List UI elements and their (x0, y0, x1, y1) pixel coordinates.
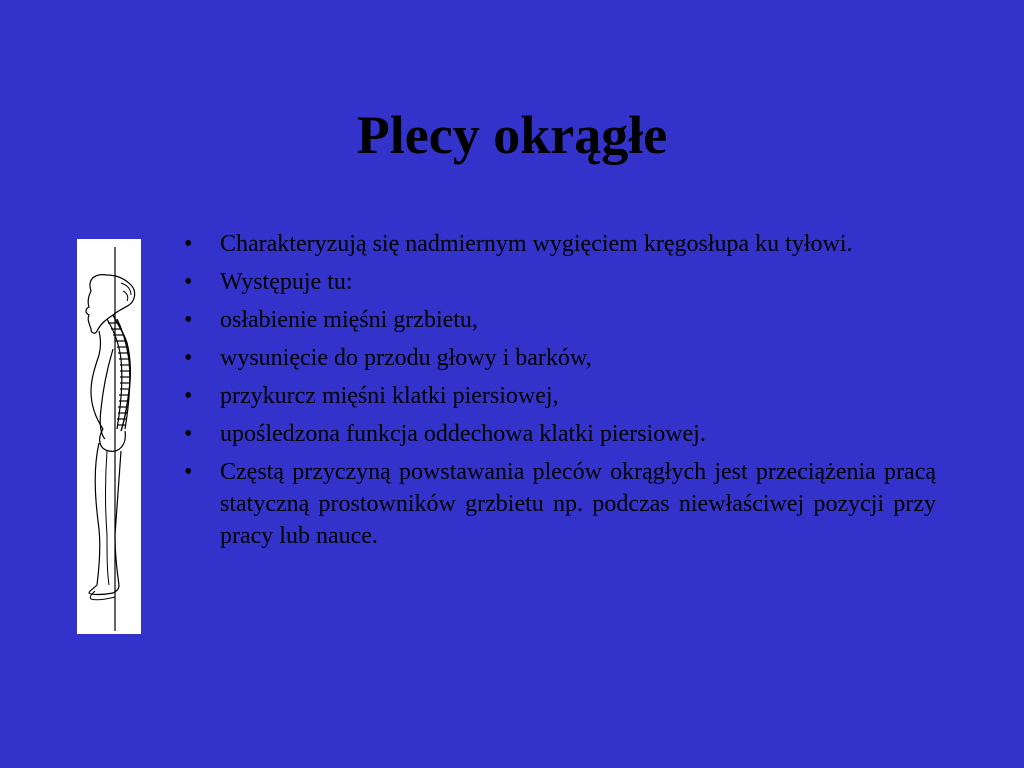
posture-illustration (77, 239, 141, 634)
bullet-marker: • (184, 459, 193, 485)
bullet-item (180, 342, 936, 374)
bullet-text: Charakteryzują się nadmiernym wygięciem kręgosłupa ku tyłowi. (220, 231, 853, 257)
bullet-marker: • (184, 345, 193, 371)
bullet-text: wysunięcie do przodu głowy i barków, (220, 345, 592, 371)
bullet-item (180, 456, 936, 552)
bullet-text: Częstą przyczyną powstawania pleców okrągłych jest przeciążenia pracą statyczną prostowników grzbietu np. podczas niewłaściwej pozycji przy pracy lub nauce. (220, 459, 936, 549)
bullet-marker: • (184, 421, 193, 447)
bullet-marker: • (184, 269, 193, 295)
bullet-text: osłabienie mięśni grzbietu, (220, 307, 478, 333)
bullet-marker: • (184, 307, 193, 333)
bullet-text: przykurcz mięśni klatki piersiowej, (220, 383, 559, 409)
bullet-marker: • (184, 383, 193, 409)
bullet-item (180, 304, 936, 336)
bullet-item (180, 380, 936, 412)
slide-title: Plecy okrągłe (356, 105, 668, 165)
bullet-text: Występuje tu: (220, 269, 353, 295)
bullet-marker: • (184, 231, 193, 257)
bullet-item (180, 418, 936, 450)
bullet-list (180, 228, 936, 558)
rounded-back-figure-drawing (77, 239, 141, 634)
bullet-item (180, 266, 936, 298)
bullet-item (180, 228, 936, 260)
bullet-text: upośledzona funkcja oddechowa klatki piersiowej. (220, 421, 706, 447)
